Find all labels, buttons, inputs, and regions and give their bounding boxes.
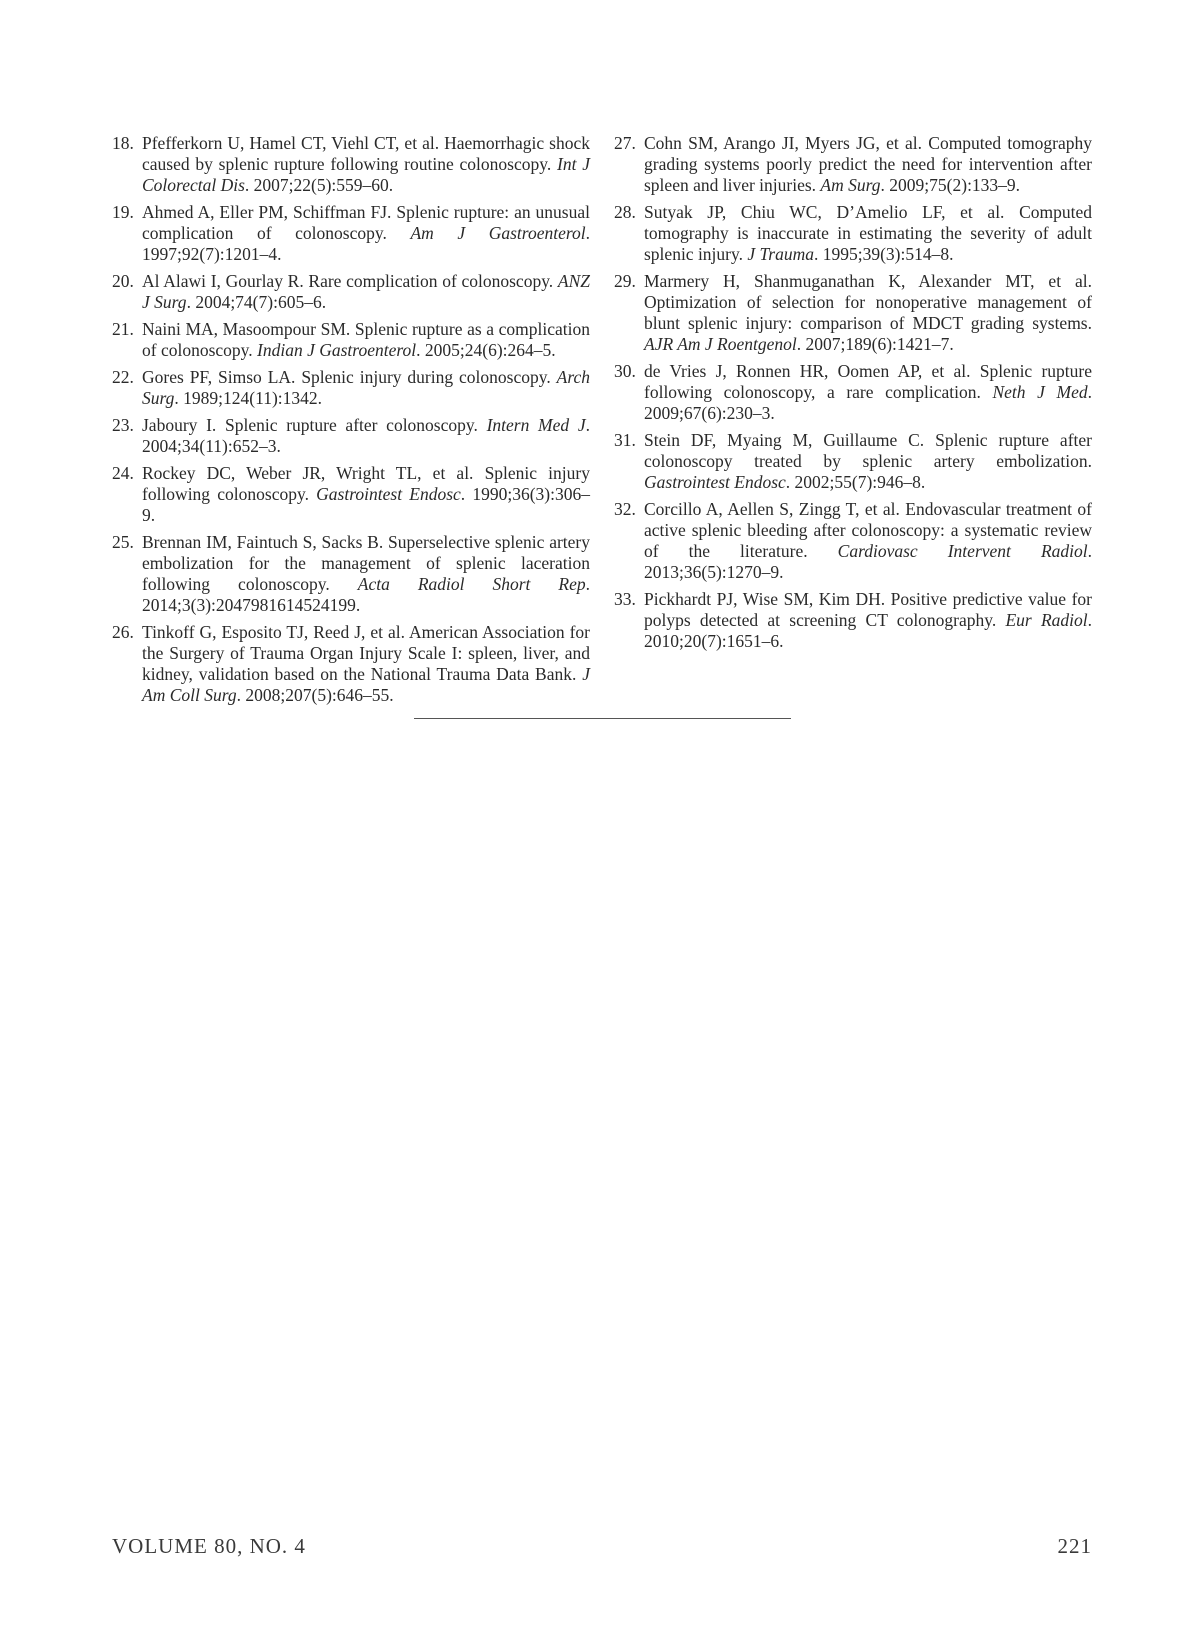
reference-journal: Eur Radiol <box>1005 610 1088 630</box>
reference-item <box>112 622 590 706</box>
reference-journal: Am J Gastroenterol <box>410 223 586 243</box>
reference-authors-title: Stein DF, Myaing M, Guillaume C. Splenic rupture after colonoscopy treated by splenic artery embolization. <box>644 430 1092 471</box>
reference-authors-title: Tinkoff G, Esposito TJ, Reed J, et al. American Association for the Surgery of Trauma Organ Injury Scale I: spleen, liver, and kidney, validation based on the National Trauma Data Bank. <box>142 622 590 684</box>
reference-citation: . 2009;75(2):133–9. <box>880 175 1021 195</box>
reference-citation: . 1989;124(11):1342. <box>174 388 323 408</box>
reference-authors-title: Sutyak JP, Chiu WC, D’Amelio LF, et al. Computed tomography is inaccurate in estimating the severity of adult splenic injury. <box>644 202 1092 264</box>
reference-number: 32. <box>614 499 636 519</box>
reference-journal: Gastrointest Endosc <box>316 484 461 504</box>
section-divider <box>414 718 791 719</box>
reference-number: 26. <box>112 622 134 642</box>
reference-citation: . 2008;207(5):646–55. <box>236 685 394 705</box>
reference-authors-title: Corcillo A, Aellen S, Zingg T, et al. Endovascular treatment of active splenic bleeding after colonoscopy: a systematic review of the literature. <box>644 499 1092 561</box>
reference-number: 21. <box>112 319 134 339</box>
reference-item <box>112 319 590 361</box>
reference-citation: . 1995;39(3):514–8. <box>813 244 954 264</box>
page-number: 221 <box>1057 1534 1092 1558</box>
reference-item <box>614 202 1092 265</box>
reference-item <box>112 532 590 616</box>
reference-authors-title: Pickhardt PJ, Wise SM, Kim DH. Positive predictive value for polyps detected at screening CT colonography. <box>644 589 1092 630</box>
reference-authors-title: Al Alawi I, Gourlay R. Rare complication of colonoscopy. <box>142 271 558 291</box>
reference-number: 28. <box>614 202 636 222</box>
reference-item <box>614 271 1092 355</box>
reference-citation: . 2010;20(7):1651–6. <box>644 610 1092 651</box>
reference-journal: Am Surg <box>820 175 881 195</box>
reference-citation: . 2004;34(11):652–3. <box>142 415 590 456</box>
reference-authors-title: Ahmed A, Eller PM, Schiffman FJ. Splenic rupture: an unusual complication of colonoscopy. <box>142 202 590 243</box>
reference-journal: Arch Surg <box>142 367 590 408</box>
reference-citation: . 2002;55(7):946–8. <box>785 472 926 492</box>
reference-citation: . 1997;92(7):1201–4. <box>142 223 590 264</box>
reference-citation: . 2007;22(5):559–60. <box>244 175 394 195</box>
reference-number: 25. <box>112 532 134 552</box>
reference-number: 24. <box>112 463 134 483</box>
reference-number: 31. <box>614 430 636 450</box>
reference-number: 22. <box>112 367 134 387</box>
reference-journal: J Am Coll Surg <box>142 664 590 705</box>
reference-citation: . 2014;3(3):2047981614524199. <box>142 574 590 615</box>
reference-journal: Acta Radiol Short Rep <box>357 574 586 594</box>
reference-journal: Indian J Gastroenterol <box>257 340 417 360</box>
reference-journal: AJR Am J Roentgenol <box>644 334 797 354</box>
reference-item <box>614 499 1092 583</box>
reference-authors-title: Jaboury I. Splenic rupture after colonoscopy. <box>142 415 487 435</box>
reference-citation: . 2009;67(6):230–3. <box>644 382 1092 423</box>
references-columns <box>112 133 1092 712</box>
reference-item <box>112 463 590 526</box>
reference-number: 29. <box>614 271 636 291</box>
reference-authors-title: Naini MA, Masoompour SM. Splenic rupture as a complication of colonoscopy. <box>142 319 590 360</box>
reference-item <box>614 133 1092 196</box>
reference-number: 33. <box>614 589 636 609</box>
reference-item <box>112 133 590 196</box>
reference-journal: Cardiovasc Intervent Radiol <box>837 541 1088 561</box>
reference-authors-title: Marmery H, Shanmuganathan K, Alexander MT, et al. Optimization of selection for nonoperative management of blunt splenic injury: comparison of MDCT grading systems. <box>644 271 1092 333</box>
reference-journal: J Trauma <box>747 244 814 264</box>
reference-item <box>112 367 590 409</box>
references-right-column <box>614 133 1092 712</box>
reference-citation: . 2013;36(5):1270–9. <box>644 541 1092 582</box>
reference-number: 23. <box>112 415 134 435</box>
reference-number: 20. <box>112 271 134 291</box>
reference-authors-title: Gores PF, Simso LA. Splenic injury during colonoscopy. <box>142 367 557 387</box>
reference-authors-title: de Vries J, Ronnen HR, Oomen AP, et al. Splenic rupture following colonoscopy, a rare complication. <box>644 361 1092 402</box>
reference-number: 18. <box>112 133 134 153</box>
reference-citation: . 2005;24(6):264–5. <box>416 340 556 360</box>
volume-label: VOLUME 80, NO. 4 <box>112 1534 306 1558</box>
reference-item <box>112 415 590 457</box>
reference-authors-title: Rockey DC, Weber JR, Wright TL, et al. Splenic injury following colonoscopy. <box>142 463 590 504</box>
reference-journal: Int J Colorectal Dis <box>142 154 590 195</box>
page-footer <box>112 1534 1092 1559</box>
reference-item <box>112 271 590 313</box>
reference-citation: . 2004;74(7):605–6. <box>186 292 327 312</box>
reference-journal: Gastrointest Endosc <box>644 472 786 492</box>
reference-journal: Intern Med J <box>486 415 586 435</box>
reference-item <box>112 202 590 265</box>
reference-journal: ANZ J Surg <box>142 271 590 312</box>
reference-item <box>614 361 1092 424</box>
reference-item <box>614 430 1092 493</box>
reference-number: 27. <box>614 133 636 153</box>
reference-authors-title: Cohn SM, Arango JI, Myers JG, et al. Computed tomography grading systems poorly predict the need for intervention after spleen and liver injuries. <box>644 133 1092 195</box>
reference-item <box>614 589 1092 652</box>
reference-authors-title: Pfefferkorn U, Hamel CT, Viehl CT, et al. Haemorrhagic shock caused by splenic rupture following routine colonoscopy. <box>142 133 590 174</box>
reference-citation: . 1990;36(3):306–9. <box>142 484 590 525</box>
reference-number: 30. <box>614 361 636 381</box>
reference-number: 19. <box>112 202 134 222</box>
reference-journal: Neth J Med <box>992 382 1088 402</box>
reference-authors-title: Brennan IM, Faintuch S, Sacks B. Superselective splenic artery embolization for the management of splenic laceration following colonoscopy. <box>142 532 590 594</box>
references-left-column <box>112 133 590 712</box>
reference-citation: . 2007;189(6):1421–7. <box>796 334 954 354</box>
